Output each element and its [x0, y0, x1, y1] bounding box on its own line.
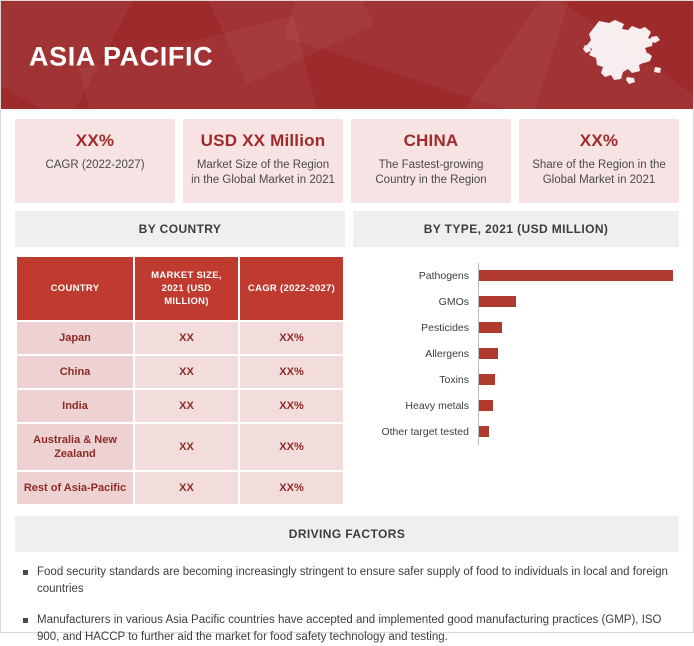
kpi-card-market-size — [183, 119, 343, 203]
bar-category-label: Toxins — [439, 374, 469, 386]
list-item — [23, 612, 671, 646]
table-header-row — [17, 257, 343, 320]
table-row — [17, 322, 343, 354]
column-header-cagr: CAGR (2022-2027) — [240, 257, 343, 320]
kpi-value: USD XX Million — [200, 131, 326, 150]
bar-row — [353, 393, 673, 419]
cell-country: Australia & New Zealand — [17, 424, 133, 470]
kpi-value: XX% — [75, 131, 115, 150]
bar — [479, 374, 495, 385]
driving-factor-text: Food security standards are becoming increasingly stringent to ensure safer supply of food to individuals in local and foreign countries — [37, 566, 668, 595]
kpi-strip — [1, 109, 693, 211]
kpi-label: CAGR (2022-2027) — [45, 159, 145, 171]
kpi-label: Share of the Region in the Global Market in 2021 — [532, 159, 666, 186]
bar-row — [353, 263, 673, 289]
bullet-icon — [23, 618, 28, 623]
cell-cagr: XX% — [240, 356, 343, 388]
bar — [479, 296, 516, 307]
bar-track — [478, 315, 673, 341]
bar — [479, 426, 489, 437]
bar — [479, 400, 493, 411]
cell-cagr: XX% — [240, 322, 343, 354]
column-header-country: COUNTRY — [17, 257, 133, 320]
section-header-driving-factors: DRIVING FACTORS — [15, 516, 679, 552]
bar-category-label: GMOs — [438, 296, 469, 308]
table-row — [17, 390, 343, 422]
bar — [479, 270, 673, 281]
kpi-card-cagr — [15, 119, 175, 203]
bar-category-label: Other target tested — [381, 426, 469, 438]
bar — [479, 348, 498, 359]
table-row — [17, 356, 343, 388]
cell-market-size: XX — [135, 390, 238, 422]
list-item — [23, 564, 671, 598]
bar — [479, 322, 502, 333]
bar-track — [478, 341, 673, 367]
bar-row — [353, 367, 673, 393]
cell-cagr: XX% — [240, 424, 343, 470]
cell-market-size: XX — [135, 472, 238, 504]
bar-row — [353, 341, 673, 367]
bar-track — [478, 289, 673, 315]
cell-market-size: XX — [135, 356, 238, 388]
column-header-market-size: MARKET SIZE, 2021 (USD MILLION) — [135, 257, 238, 320]
header-banner — [1, 1, 693, 109]
bar-track — [478, 393, 673, 419]
cell-country: China — [17, 356, 133, 388]
bar-row — [353, 419, 673, 445]
cell-market-size: XX — [135, 424, 238, 470]
kpi-card-region-share — [519, 119, 679, 203]
cell-country: Japan — [17, 322, 133, 354]
by-type-bar-chart — [353, 255, 679, 506]
driving-factor-text: Manufacturers in various Asia Pacific countries have accepted and implemented good manufacturing practices (GMP), ISO 900, and HACCP to further aid the market for food safety technology and testing. — [37, 614, 662, 643]
page-title: ASIA PACIFIC — [29, 41, 214, 72]
bar-track — [478, 367, 673, 393]
kpi-value: XX% — [579, 131, 619, 150]
cell-market-size: XX — [135, 322, 238, 354]
country-table — [15, 255, 345, 506]
cell-cagr: XX% — [240, 472, 343, 504]
bar-category-label: Pesticides — [421, 322, 469, 334]
country-and-type-row — [1, 247, 693, 506]
kpi-label: The Fastest-growing Country in the Region — [375, 159, 487, 186]
table-row — [17, 424, 343, 470]
kpi-card-fastest-growing-country — [351, 119, 511, 203]
table-row — [17, 472, 343, 504]
cell-country: Rest of Asia-Pacific — [17, 472, 133, 504]
cell-country: India — [17, 390, 133, 422]
driving-factors-list — [1, 552, 693, 646]
bar-category-label: Allergens — [425, 348, 469, 360]
bar-row — [353, 315, 673, 341]
section-header-row — [1, 211, 693, 247]
cell-cagr: XX% — [240, 390, 343, 422]
bar-row — [353, 289, 673, 315]
bullet-icon — [23, 570, 28, 575]
bar-category-label: Heavy metals — [405, 400, 469, 412]
bar-track — [478, 263, 673, 289]
kpi-value: CHINA — [403, 131, 459, 150]
section-header-by-type: BY TYPE, 2021 (USD MILLION) — [353, 211, 679, 247]
bar-category-label: Pathogens — [418, 270, 469, 282]
europe-map-icon — [555, 15, 675, 95]
bar-track — [478, 419, 673, 445]
section-header-by-country: BY COUNTRY — [15, 211, 345, 247]
kpi-label: Market Size of the Region in the Global Market in 2021 — [191, 159, 335, 186]
